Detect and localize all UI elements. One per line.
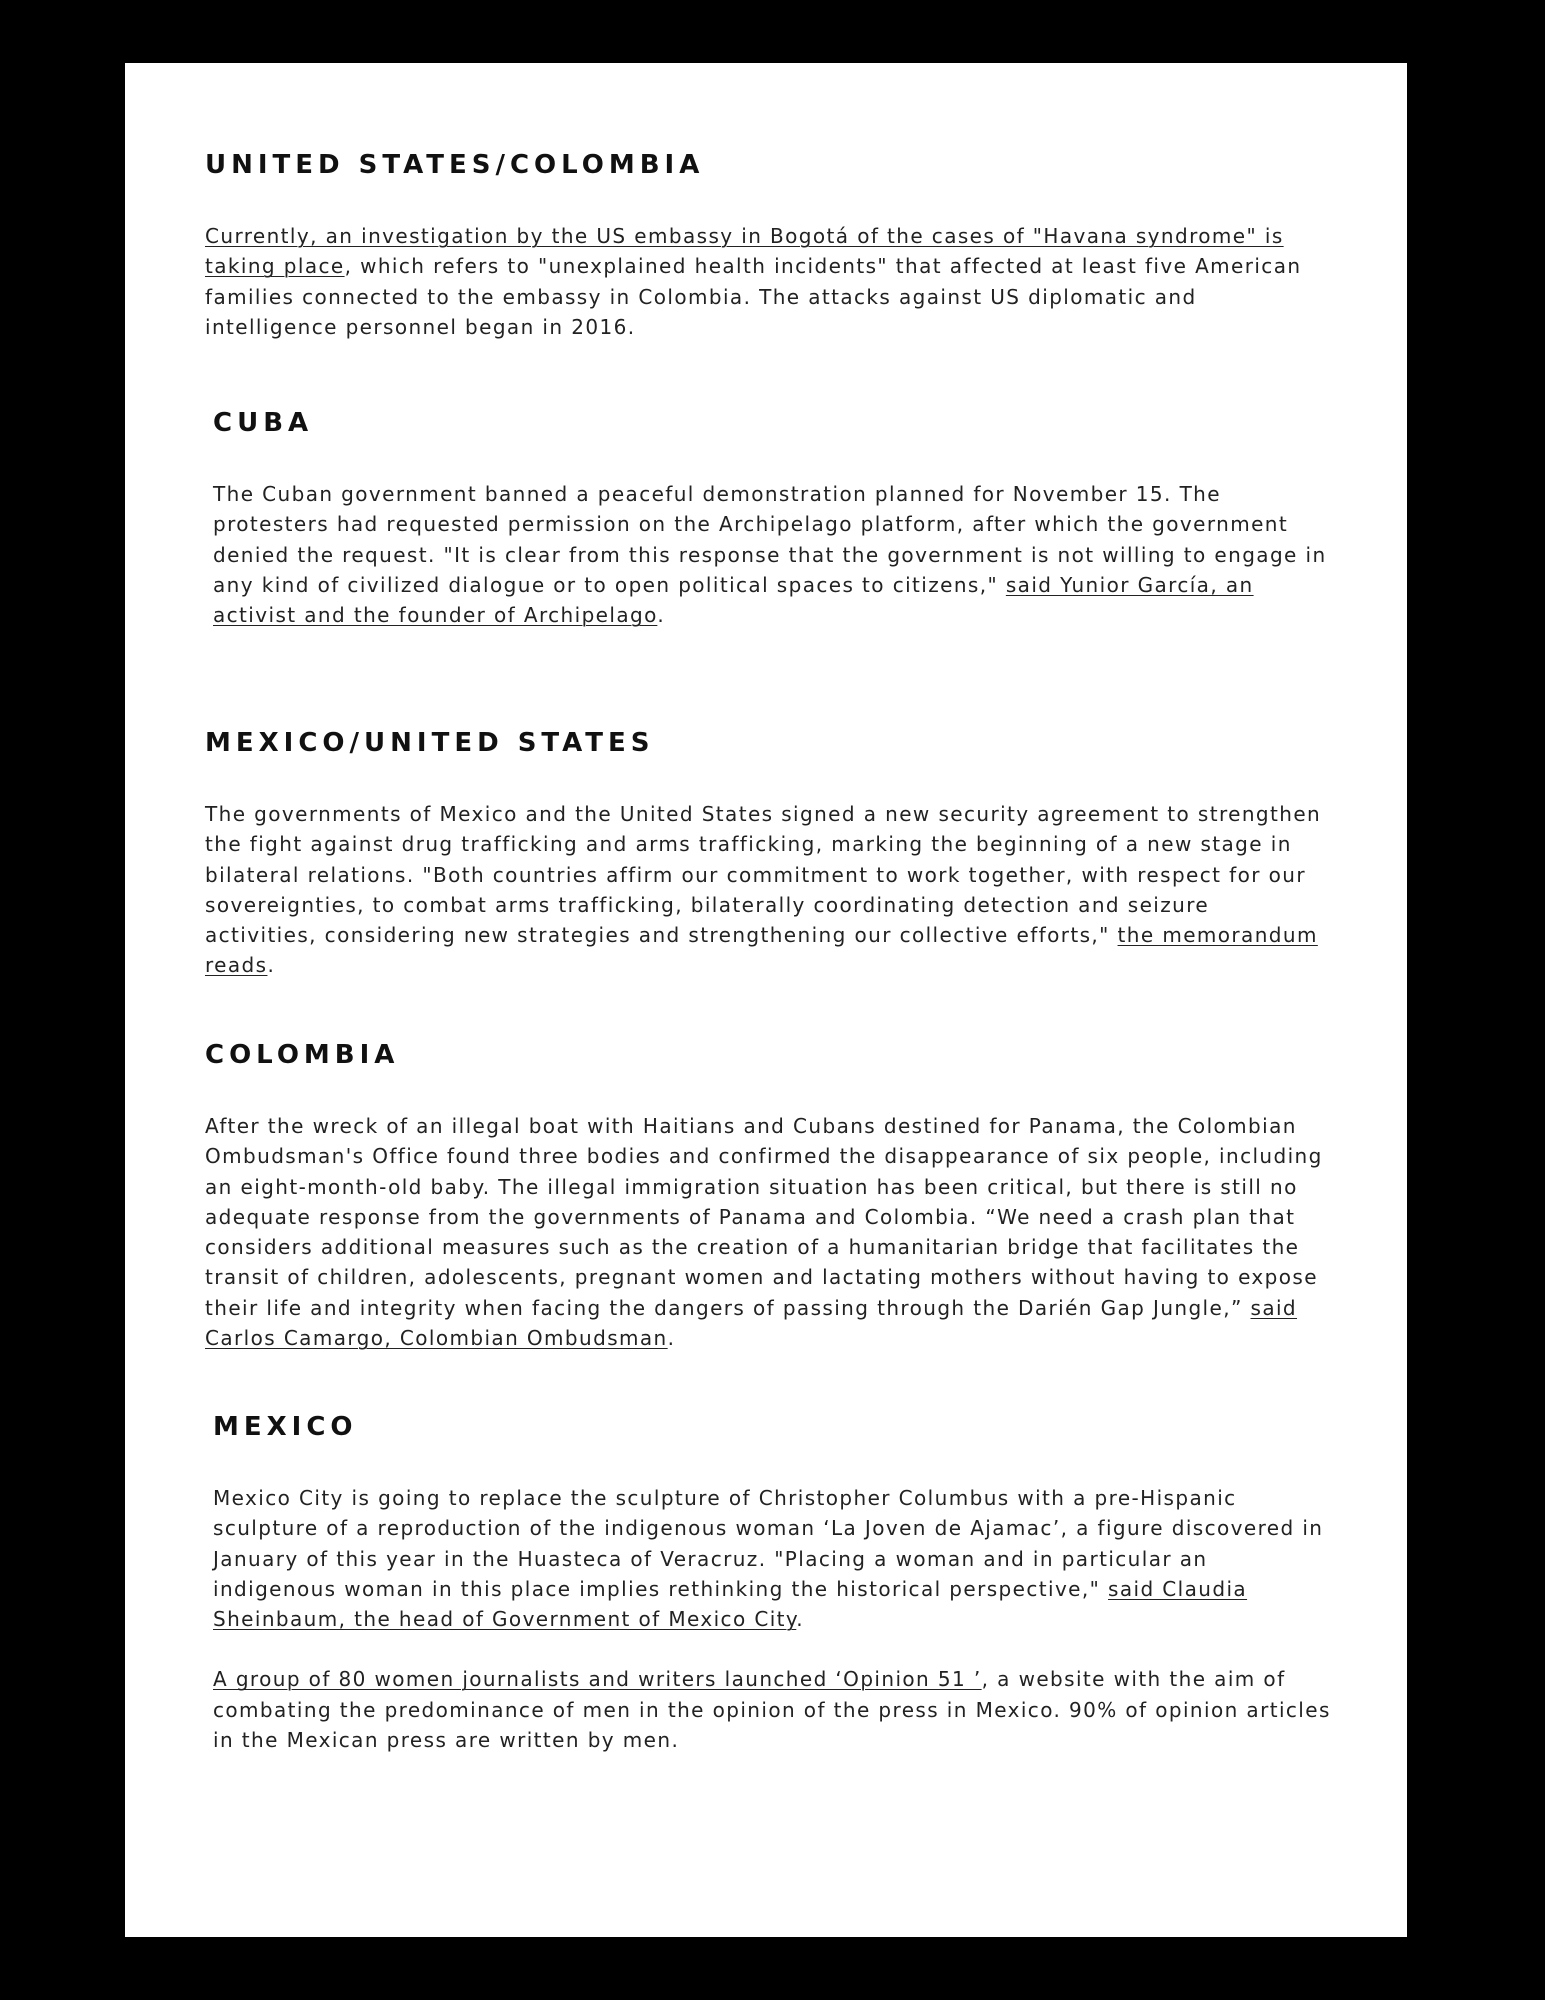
section-heading: MEXICO/UNITED STATES bbox=[205, 728, 655, 758]
paragraph-text: The Cuban government banned a peaceful demonstration planned for November 15. The protesters had requested permission on the Archipelago platform, after which the government denied the request. "It is clear from this response that the government is not willing to engage in any kind of civilized dialogue or to open political spaces to citizens," bbox=[213, 482, 1327, 597]
paragraph-text: After the wreck of an illegal boat with Haitians and Cubans destined for Panama, the Colombian Ombudsman's Office found three bodies and confirmed the disappearance of six people, including an eight-month-old baby. The illegal immigration situation has been critical, but there is still no adequate response from the governments of Panama and Colombia. “We need a crash plan that considers additional measures such as the creation of a humanitarian bridge that facilitates the transit of children, adolescents, pregnant women and lactating mothers without having to expose their life and integrity when facing the dangers of passing through the Darién Gap Jungle,” bbox=[205, 1114, 1323, 1320]
carlos-camargo-link[interactable]: said Carlos Camargo, Colombian Ombudsman bbox=[205, 1295, 1298, 1351]
paragraph-text: The governments of Mexico and the United States signed a new security agreement to strengthen the fight against drug trafficking and arms trafficking, marking the beginning of a new stage in bilateral relations. "Both countries affirm our commitment to work together, with respect for our sovereignties, to combat arms trafficking, bilaterally coordinating detection and seizure activities, considering new strategies and strengthening our collective efforts," bbox=[205, 802, 1322, 948]
paragraph-end: . bbox=[657, 603, 666, 628]
paragraph-text: , which refers to "unexplained health incidents" that affected at least five American families connected to the embassy in Colombia. The attacks against US diplomatic and intelligence personnel began in 2016. bbox=[205, 254, 1302, 339]
claudia-sheinbaum-link[interactable]: said Claudia Sheinbaum, the head of Government of Mexico City bbox=[213, 1576, 1248, 1632]
memorandum-link[interactable]: the memorandum reads bbox=[205, 923, 1318, 978]
havana-syndrome-link[interactable]: Currently, an investigation by the US embassy in Bogotá of the cases of "Havana syndrome" is taking place bbox=[205, 224, 1284, 279]
section-heading: CUBA bbox=[213, 408, 314, 438]
document-page bbox=[125, 63, 1407, 1937]
section-paragraph bbox=[213, 479, 1333, 630]
section-cuba bbox=[213, 405, 1333, 630]
section-paragraph bbox=[213, 1483, 1333, 1634]
section-paragraph bbox=[205, 221, 1325, 342]
section-us-colombia bbox=[205, 147, 1325, 342]
paragraph-text: Mexico City is going to replace the sculpture of Christopher Columbus with a pre-Hispanic sculpture of a reproduction of the indigenous woman ‘La Joven de Ajamac’, a figure discovered in January of this year in the Huasteca of Veracruz. "Placing a woman and in particular an indigenous woman in this place implies rethinking the historical perspective," bbox=[213, 1486, 1324, 1601]
paragraph-end: . bbox=[796, 1607, 805, 1632]
section-paragraph-2 bbox=[213, 1664, 1333, 1755]
section-colombia bbox=[205, 1037, 1325, 1353]
yunior-garcia-link[interactable]: said Yunior García, an activist and the founder of Archipelago bbox=[213, 572, 1254, 628]
section-heading: MEXICO bbox=[213, 1412, 358, 1442]
opinion-51-link[interactable]: A group of 80 women journalists and writers launched ‘Opinion 51 ’ bbox=[213, 1667, 982, 1692]
section-paragraph bbox=[205, 799, 1325, 981]
paragraph-end: . bbox=[667, 1326, 676, 1351]
section-heading: COLOMBIA bbox=[205, 1040, 400, 1070]
section-mexico bbox=[213, 1409, 1333, 1755]
section-heading: UNITED STATES/COLOMBIA bbox=[205, 150, 705, 180]
paragraph-text: , a website with the aim of combating the predominance of men in the opinion of the press in Mexico. 90% of opinion articles in the Mexican press are written by men. bbox=[213, 1667, 1331, 1753]
paragraph-end: . bbox=[267, 953, 276, 978]
section-mexico-us bbox=[205, 725, 1325, 981]
section-paragraph bbox=[205, 1111, 1325, 1353]
